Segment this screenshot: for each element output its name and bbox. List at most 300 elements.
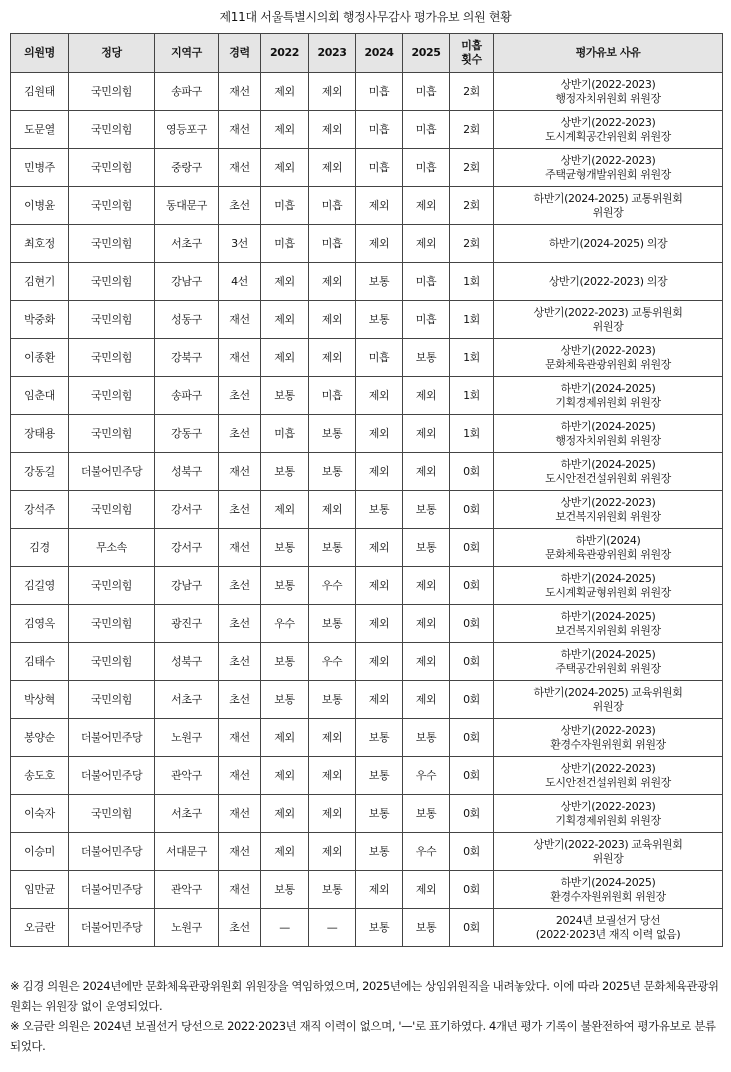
cell-y2024: 보통: [356, 263, 403, 301]
cell-name: 강석주: [11, 491, 69, 529]
cell-terms: 초선: [219, 415, 261, 453]
cell-district: 강동구: [155, 415, 219, 453]
cell-y2025: 제외: [403, 225, 450, 263]
cell-y2022: 제외: [261, 263, 309, 301]
reason-line: 주택공간위원회 위원장: [555, 661, 661, 675]
council-members-table: [10, 33, 723, 947]
reason-line: 보건복지위원회 위원장: [555, 509, 661, 523]
cell-y2024: 보통: [356, 301, 403, 339]
table-row: [11, 605, 723, 643]
reason-line: 문화체육관광위원회 위원장: [545, 357, 671, 371]
cell-terms: 초선: [219, 491, 261, 529]
header-2023: 2023: [309, 34, 356, 73]
cell-y2022: —: [261, 909, 309, 947]
cell-y2022: 미흡: [261, 225, 309, 263]
table-body: [11, 73, 723, 947]
cell-y2023: 보통: [309, 415, 356, 453]
cell-y2022: 제외: [261, 149, 309, 187]
reason-line: 위원장: [592, 851, 624, 865]
reason-line: 상반기(2022-2023) 교육위원회: [533, 837, 683, 851]
cell-count: 0회: [450, 491, 494, 529]
cell-name: 임춘대: [11, 377, 69, 415]
cell-reason: [494, 909, 723, 947]
table-row: [11, 567, 723, 605]
cell-district: 성동구: [155, 301, 219, 339]
cell-y2022: 제외: [261, 339, 309, 377]
cell-y2024: 미흡: [356, 111, 403, 149]
reason-line: 하반기(2024-2025): [560, 419, 656, 433]
cell-district: 광진구: [155, 605, 219, 643]
cell-y2024: 제외: [356, 871, 403, 909]
reason-line: 기획경제위원회 위원장: [555, 395, 661, 409]
reason-line: 환경수자원위원회 위원장: [550, 889, 666, 903]
cell-count: 2회: [450, 149, 494, 187]
cell-y2023: 제외: [309, 301, 356, 339]
cell-y2025: 제외: [403, 415, 450, 453]
cell-district: 강남구: [155, 567, 219, 605]
cell-name: 이병윤: [11, 187, 69, 225]
cell-name: 장태용: [11, 415, 69, 453]
cell-name: 봉양순: [11, 719, 69, 757]
cell-terms: 재선: [219, 453, 261, 491]
cell-terms: 재선: [219, 73, 261, 111]
cell-name: 박중화: [11, 301, 69, 339]
cell-reason: [494, 643, 723, 681]
cell-y2022: 보통: [261, 567, 309, 605]
cell-reason: [494, 833, 723, 871]
cell-y2024: 제외: [356, 415, 403, 453]
reason-line: 위원장: [592, 699, 624, 713]
cell-terms: 재선: [219, 871, 261, 909]
cell-district: 성북구: [155, 453, 219, 491]
document-title: 제11대 서울특별시의회 행정사무감사 평가유보 의원 현황: [219, 10, 512, 24]
reason-line: 하반기(2024): [575, 533, 641, 547]
cell-reason: [494, 415, 723, 453]
cell-y2023: 제외: [309, 263, 356, 301]
cell-party: 국민의힘: [69, 339, 155, 377]
cell-y2022: 제외: [261, 833, 309, 871]
cell-y2024: 제외: [356, 605, 403, 643]
cell-reason: [494, 301, 723, 339]
cell-y2023: 보통: [309, 605, 356, 643]
cell-y2025: 제외: [403, 605, 450, 643]
cell-party: 더불어민주당: [69, 757, 155, 795]
reason-line: 상반기(2022-2023): [560, 343, 656, 357]
reason-line: (2022·2023년 재직 이력 없음): [535, 927, 681, 941]
cell-y2025: 제외: [403, 453, 450, 491]
cell-district: 노원구: [155, 719, 219, 757]
cell-reason: [494, 529, 723, 567]
cell-terms: 재선: [219, 795, 261, 833]
cell-y2022: 보통: [261, 453, 309, 491]
cell-y2023: 보통: [309, 871, 356, 909]
table-row: [11, 301, 723, 339]
cell-y2025: 우수: [403, 757, 450, 795]
cell-y2025: 제외: [403, 567, 450, 605]
reason-line: 하반기(2024-2025): [560, 381, 656, 395]
reason-line: 상반기(2022-2023): [560, 115, 656, 129]
cell-reason: [494, 795, 723, 833]
cell-terms: 초선: [219, 377, 261, 415]
cell-y2025: 제외: [403, 187, 450, 225]
table-row: [11, 719, 723, 757]
cell-reason: [494, 757, 723, 795]
cell-y2025: 보통: [403, 795, 450, 833]
cell-y2024: 미흡: [356, 73, 403, 111]
cell-name: 김영옥: [11, 605, 69, 643]
cell-party: 국민의힘: [69, 149, 155, 187]
cell-party: 국민의힘: [69, 263, 155, 301]
cell-y2024: 미흡: [356, 339, 403, 377]
cell-y2022: 우수: [261, 605, 309, 643]
cell-party: 더불어민주당: [69, 833, 155, 871]
cell-y2023: 제외: [309, 719, 356, 757]
cell-district: 성북구: [155, 643, 219, 681]
cell-y2024: 제외: [356, 643, 403, 681]
cell-district: 송파구: [155, 377, 219, 415]
cell-y2023: 미흡: [309, 377, 356, 415]
cell-terms: 초선: [219, 681, 261, 719]
table-row: [11, 529, 723, 567]
cell-reason: [494, 453, 723, 491]
cell-party: 국민의힘: [69, 643, 155, 681]
reason-line: 상반기(2022-2023): [560, 77, 656, 91]
cell-y2025: 보통: [403, 491, 450, 529]
cell-district: 관악구: [155, 757, 219, 795]
cell-count: 0회: [450, 795, 494, 833]
cell-terms: 재선: [219, 719, 261, 757]
cell-y2023: 제외: [309, 149, 356, 187]
reason-line: 하반기(2024-2025) 의장: [548, 236, 668, 250]
cell-y2023: 보통: [309, 529, 356, 567]
cell-y2025: 제외: [403, 681, 450, 719]
table-row: [11, 73, 723, 111]
cell-reason: [494, 871, 723, 909]
cell-y2022: 미흡: [261, 415, 309, 453]
cell-y2025: 제외: [403, 871, 450, 909]
cell-party: 더불어민주당: [69, 871, 155, 909]
cell-y2025: 미흡: [403, 111, 450, 149]
cell-party: 국민의힘: [69, 111, 155, 149]
footnotes: [10, 976, 720, 1056]
table-row: [11, 643, 723, 681]
cell-district: 관악구: [155, 871, 219, 909]
table-row: [11, 909, 723, 947]
cell-reason: [494, 263, 723, 301]
reason-line: 하반기(2024-2025) 교통위원회: [533, 191, 683, 205]
cell-district: 서초구: [155, 225, 219, 263]
cell-count: 0회: [450, 681, 494, 719]
cell-district: 송파구: [155, 73, 219, 111]
cell-count: 0회: [450, 529, 494, 567]
cell-party: 더불어민주당: [69, 719, 155, 757]
cell-terms: 재선: [219, 301, 261, 339]
reason-line: 상반기(2022-2023) 의장: [548, 274, 668, 288]
cell-district: 강서구: [155, 529, 219, 567]
cell-y2024: 미흡: [356, 149, 403, 187]
cell-terms: 재선: [219, 833, 261, 871]
cell-count: 2회: [450, 225, 494, 263]
cell-count: 1회: [450, 415, 494, 453]
cell-y2024: 보통: [356, 719, 403, 757]
cell-party: 국민의힘: [69, 491, 155, 529]
cell-reason: [494, 73, 723, 111]
cell-reason: [494, 225, 723, 263]
cell-y2025: 우수: [403, 833, 450, 871]
cell-name: 이승미: [11, 833, 69, 871]
header-absent-line2: 횟수: [461, 53, 482, 66]
cell-count: 0회: [450, 833, 494, 871]
cell-y2024: 제외: [356, 681, 403, 719]
cell-name: 김현기: [11, 263, 69, 301]
cell-y2022: 보통: [261, 643, 309, 681]
table-row: [11, 225, 723, 263]
cell-name: 김태수: [11, 643, 69, 681]
reason-line: 하반기(2024-2025) 교육위원회: [533, 685, 683, 699]
reason-line: 상반기(2022-2023): [560, 799, 656, 813]
cell-count: 1회: [450, 263, 494, 301]
cell-y2024: 제외: [356, 567, 403, 605]
cell-party: 더불어민주당: [69, 453, 155, 491]
cell-district: 서대문구: [155, 833, 219, 871]
reason-line: 상반기(2022-2023): [560, 495, 656, 509]
cell-y2024: 제외: [356, 187, 403, 225]
table-header-row: [11, 34, 723, 73]
cell-name: 박상혁: [11, 681, 69, 719]
table-row: [11, 263, 723, 301]
cell-name: 이숙자: [11, 795, 69, 833]
reason-line: 상반기(2022-2023) 교통위원회: [533, 305, 683, 319]
cell-count: 2회: [450, 187, 494, 225]
cell-name: 민병주: [11, 149, 69, 187]
table-row: [11, 491, 723, 529]
header-party: 정당: [69, 34, 155, 73]
header-2024: 2024: [356, 34, 403, 73]
table-row: [11, 377, 723, 415]
cell-party: 국민의힘: [69, 795, 155, 833]
cell-y2022: 제외: [261, 757, 309, 795]
cell-y2023: 보통: [309, 681, 356, 719]
reason-line: 기획경제위원회 위원장: [555, 813, 661, 827]
reason-line: 하반기(2024-2025): [560, 457, 656, 471]
cell-party: 국민의힘: [69, 567, 155, 605]
cell-count: 1회: [450, 377, 494, 415]
cell-party: 더불어민주당: [69, 909, 155, 947]
cell-count: 0회: [450, 567, 494, 605]
reason-line: 상반기(2022-2023): [560, 723, 656, 737]
cell-name: 최호정: [11, 225, 69, 263]
cell-terms: 초선: [219, 187, 261, 225]
cell-y2022: 제외: [261, 73, 309, 111]
cell-y2023: 우수: [309, 643, 356, 681]
cell-name: 도문열: [11, 111, 69, 149]
cell-y2024: 제외: [356, 453, 403, 491]
header-reason: 평가유보 사유: [494, 34, 723, 73]
table-row: [11, 681, 723, 719]
cell-y2022: 제외: [261, 301, 309, 339]
cell-district: 노원구: [155, 909, 219, 947]
cell-y2023: 제외: [309, 757, 356, 795]
cell-count: 0회: [450, 871, 494, 909]
cell-count: 0회: [450, 757, 494, 795]
cell-count: 0회: [450, 909, 494, 947]
cell-name: 김원태: [11, 73, 69, 111]
table-row: [11, 871, 723, 909]
cell-count: 0회: [450, 453, 494, 491]
cell-y2024: 보통: [356, 909, 403, 947]
cell-district: 서초구: [155, 795, 219, 833]
cell-name: 김길영: [11, 567, 69, 605]
cell-terms: 4선: [219, 263, 261, 301]
reason-line: 주택균형개발위원회 위원장: [545, 167, 671, 181]
header-district: 지역구: [155, 34, 219, 73]
cell-y2024: 제외: [356, 225, 403, 263]
header-2025: 2025: [403, 34, 450, 73]
cell-name: 강동길: [11, 453, 69, 491]
cell-y2025: 제외: [403, 643, 450, 681]
table-row: [11, 111, 723, 149]
table-row: [11, 757, 723, 795]
cell-y2023: 미흡: [309, 225, 356, 263]
cell-reason: [494, 187, 723, 225]
cell-count: 0회: [450, 605, 494, 643]
reason-line: 하반기(2024-2025): [560, 609, 656, 623]
cell-y2025: 보통: [403, 529, 450, 567]
cell-name: 김경: [11, 529, 69, 567]
cell-reason: [494, 149, 723, 187]
cell-reason: [494, 605, 723, 643]
reason-line: 하반기(2024-2025): [560, 647, 656, 661]
cell-count: 0회: [450, 719, 494, 757]
cell-y2025: 미흡: [403, 301, 450, 339]
reason-line: 보건복지위원회 위원장: [555, 623, 661, 637]
cell-district: 동대문구: [155, 187, 219, 225]
reason-line: 위원장: [592, 319, 624, 333]
cell-reason: [494, 339, 723, 377]
cell-y2023: 미흡: [309, 187, 356, 225]
cell-y2022: 보통: [261, 529, 309, 567]
reason-line: 환경수자원위원회 위원장: [550, 737, 666, 751]
cell-party: 국민의힘: [69, 301, 155, 339]
cell-district: 중랑구: [155, 149, 219, 187]
cell-y2025: 보통: [403, 719, 450, 757]
cell-reason: [494, 567, 723, 605]
cell-y2023: 제외: [309, 795, 356, 833]
cell-y2022: 미흡: [261, 187, 309, 225]
reason-line: 2024년 보궐선거 당선: [555, 913, 661, 927]
cell-y2023: —: [309, 909, 356, 947]
reason-line: 하반기(2024-2025): [560, 875, 656, 889]
cell-terms: 재선: [219, 757, 261, 795]
cell-y2023: 제외: [309, 111, 356, 149]
footnote: ※ 오금란 의원은 2024년 보궐선거 당선으로 2022·2023년 재직 이력이 없으며, '—'로 표기하였다. 4개년 평가 기록이 불완전하여 평가유보로 분류되었다.: [10, 1019, 716, 1053]
cell-terms: 재선: [219, 149, 261, 187]
header-2022: 2022: [261, 34, 309, 73]
cell-reason: [494, 111, 723, 149]
header-absent-count: [450, 34, 494, 73]
cell-party: 국민의힘: [69, 187, 155, 225]
cell-reason: [494, 377, 723, 415]
cell-y2022: 제외: [261, 719, 309, 757]
cell-party: 국민의힘: [69, 605, 155, 643]
reason-line: 상반기(2022-2023): [560, 761, 656, 775]
cell-name: 임만균: [11, 871, 69, 909]
header-terms: 경력: [219, 34, 261, 73]
cell-y2025: 미흡: [403, 263, 450, 301]
cell-y2024: 보통: [356, 491, 403, 529]
cell-party: 국민의힘: [69, 681, 155, 719]
cell-reason: [494, 719, 723, 757]
cell-y2024: 보통: [356, 833, 403, 871]
cell-y2023: 제외: [309, 339, 356, 377]
cell-y2024: 제외: [356, 529, 403, 567]
cell-count: 2회: [450, 111, 494, 149]
reason-line: 하반기(2024-2025): [560, 571, 656, 585]
cell-party: 국민의힘: [69, 73, 155, 111]
table-row: [11, 833, 723, 871]
cell-party: 국민의힘: [69, 225, 155, 263]
cell-y2025: 보통: [403, 909, 450, 947]
cell-district: 강북구: [155, 339, 219, 377]
header-name: 의원명: [11, 34, 69, 73]
cell-terms: 3선: [219, 225, 261, 263]
cell-terms: 재선: [219, 339, 261, 377]
cell-terms: 초선: [219, 605, 261, 643]
cell-reason: [494, 491, 723, 529]
cell-count: 0회: [450, 643, 494, 681]
table-row: [11, 187, 723, 225]
reason-line: 도시안전건설위원회 위원장: [545, 471, 671, 485]
cell-terms: 재선: [219, 111, 261, 149]
cell-y2022: 보통: [261, 377, 309, 415]
cell-y2025: 보통: [403, 339, 450, 377]
reason-line: 도시계획공간위원회 위원장: [545, 129, 671, 143]
table-row: [11, 795, 723, 833]
cell-y2023: 우수: [309, 567, 356, 605]
cell-party: 무소속: [69, 529, 155, 567]
cell-terms: 초선: [219, 567, 261, 605]
cell-count: 2회: [450, 73, 494, 111]
footnote: ※ 김경 의원은 2024년에만 문화체육관광위원회 위원장을 역임하였으며, 2025년에는 상임위원직을 내려놓았다. 이에 따라 2025년 문화체육관광위원회는 위원장 없이 운영되었다.: [10, 979, 719, 1013]
reason-line: 도시계획균형위원회 위원장: [545, 585, 671, 599]
cell-y2022: 제외: [261, 491, 309, 529]
cell-name: 송도호: [11, 757, 69, 795]
cell-district: 영등포구: [155, 111, 219, 149]
reason-line: 행정자치위원회 위원장: [555, 91, 661, 105]
cell-name: 이종환: [11, 339, 69, 377]
cell-y2023: 제외: [309, 491, 356, 529]
reason-line: 행정자치위원회 위원장: [555, 433, 661, 447]
header-absent-line1: 미흡: [461, 39, 482, 52]
cell-terms: 재선: [219, 529, 261, 567]
cell-party: 국민의힘: [69, 415, 155, 453]
cell-count: 1회: [450, 301, 494, 339]
cell-reason: [494, 681, 723, 719]
reason-line: 상반기(2022-2023): [560, 153, 656, 167]
cell-name: 오금란: [11, 909, 69, 947]
cell-district: 강남구: [155, 263, 219, 301]
cell-terms: 초선: [219, 643, 261, 681]
cell-y2022: 제외: [261, 795, 309, 833]
cell-party: 국민의힘: [69, 377, 155, 415]
cell-y2022: 보통: [261, 681, 309, 719]
cell-y2024: 제외: [356, 377, 403, 415]
table-row: [11, 339, 723, 377]
table-row: [11, 415, 723, 453]
cell-y2023: 제외: [309, 73, 356, 111]
reason-line: 위원장: [592, 205, 624, 219]
cell-y2022: 보통: [261, 871, 309, 909]
